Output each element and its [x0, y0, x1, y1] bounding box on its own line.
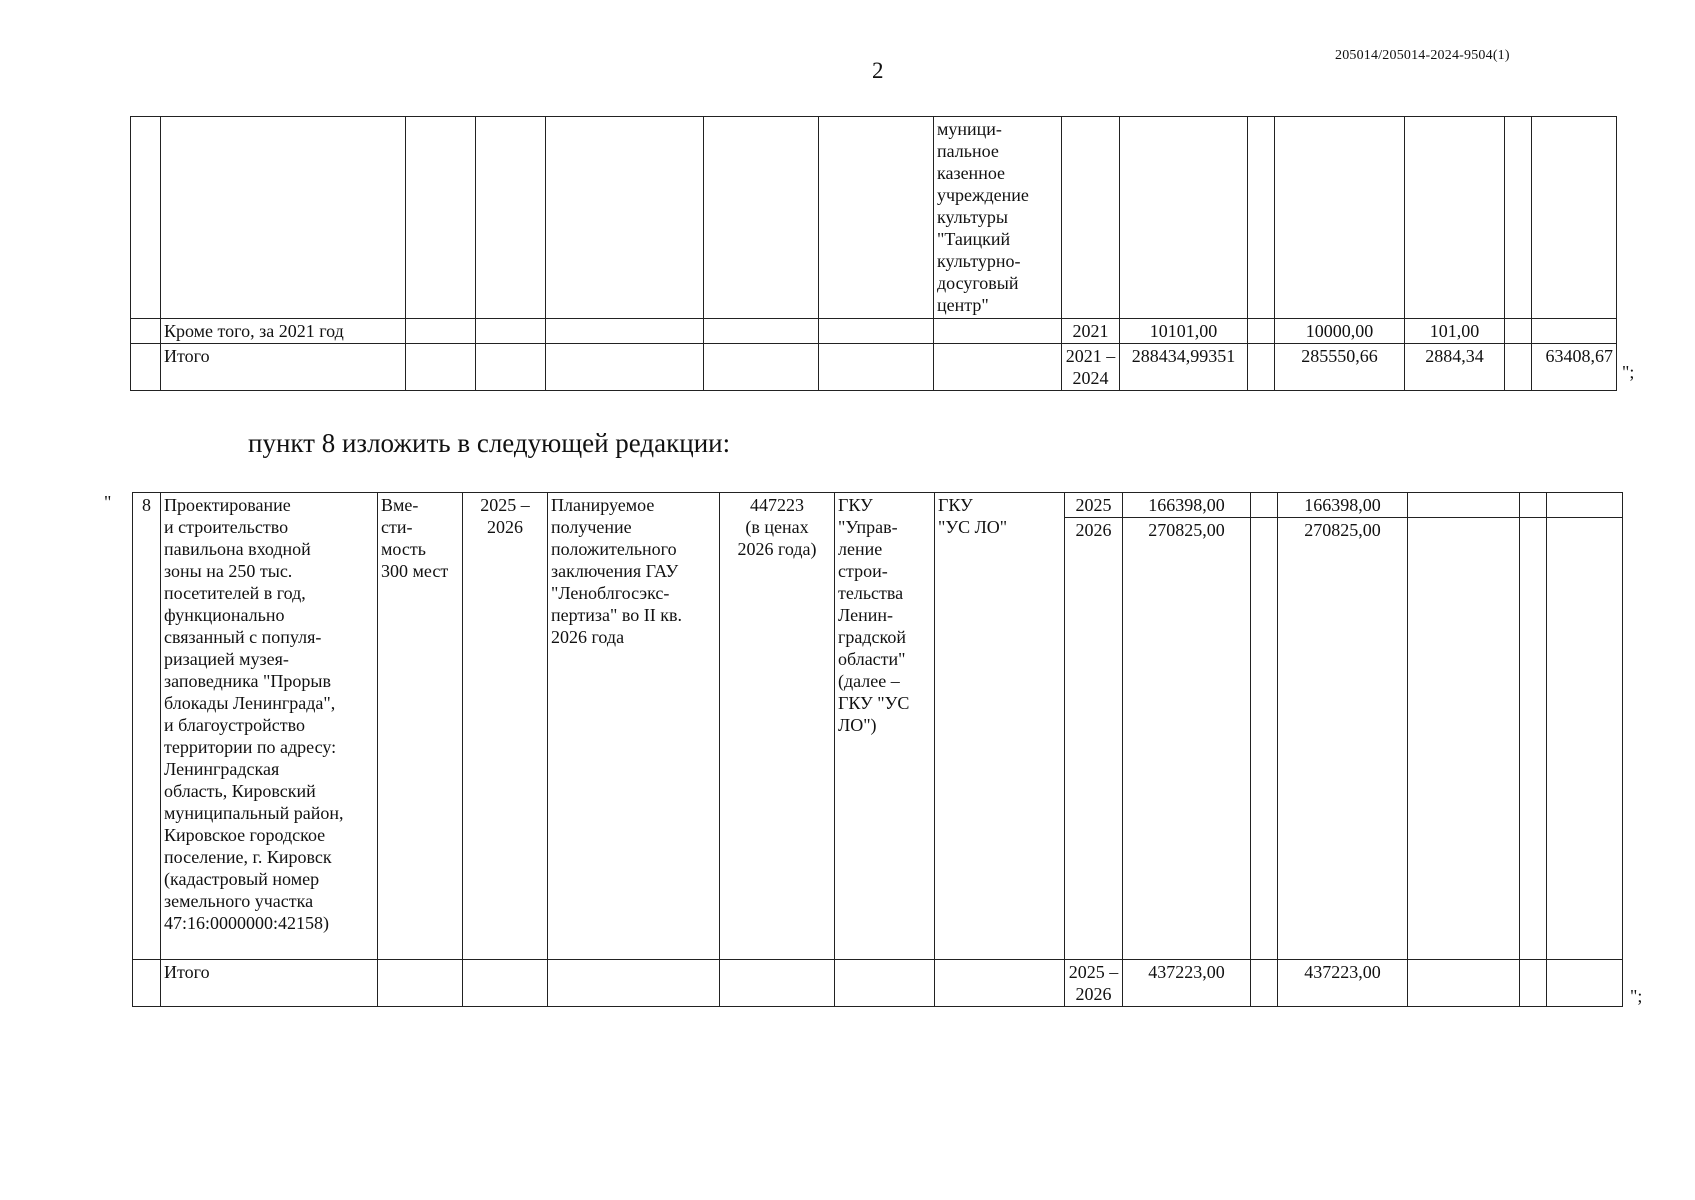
year-cell: 2025 – 2026 — [1065, 960, 1123, 1007]
cell — [1520, 518, 1547, 960]
cell — [1062, 117, 1120, 319]
cell — [1251, 518, 1278, 960]
cell — [378, 960, 463, 1007]
cell — [476, 117, 546, 319]
cell — [1505, 344, 1532, 391]
cell — [1520, 493, 1547, 518]
opening-quote-mark: " — [104, 492, 112, 512]
cell — [704, 344, 819, 391]
year-cell: 2021 — [1062, 319, 1120, 344]
cell — [1408, 493, 1520, 518]
cell — [476, 344, 546, 391]
instruction-text: пункт 8 изложить в следующей редакции: — [248, 428, 731, 458]
cell — [819, 344, 934, 391]
amount-cell: 437223,00 — [1278, 960, 1408, 1007]
cell — [133, 960, 161, 1007]
capacity-cell: Вме- сти- мость 300 мест — [378, 493, 463, 960]
total-cell: 437223,00 — [1123, 960, 1251, 1007]
table-row — [131, 117, 1617, 319]
year-cell: 2026 — [1065, 518, 1123, 960]
cell — [546, 117, 704, 319]
cell — [935, 960, 1065, 1007]
table-continuation — [130, 116, 1617, 391]
amount-cell: 285550,66 — [1275, 344, 1405, 391]
cell — [1408, 518, 1520, 960]
cell — [1120, 117, 1248, 319]
cell — [1248, 117, 1275, 319]
document-code: 205014/205014-2024-9504(1) — [1335, 48, 1510, 63]
cell — [1505, 117, 1532, 319]
table-row — [133, 960, 1623, 1007]
cell — [1248, 344, 1275, 391]
closing-quote-mark: "; — [1630, 986, 1643, 1006]
cell — [1520, 960, 1547, 1007]
cell — [131, 319, 161, 344]
cell — [819, 319, 934, 344]
row-label: Итого — [161, 960, 378, 1007]
cell — [1408, 960, 1520, 1007]
period-cell: 2025 – 2026 — [463, 493, 548, 960]
cell — [161, 117, 406, 319]
table-row — [131, 344, 1617, 391]
cell — [131, 344, 161, 391]
expertise-cell: Планируемое получение положительного заключения ГАУ "Леноблгосэкс- пертиза" во II кв. 2026 года — [548, 493, 720, 960]
cell — [548, 960, 720, 1007]
cell — [406, 117, 476, 319]
cost-cell: 447223 (в ценах 2026 года) — [720, 493, 835, 960]
cell — [406, 319, 476, 344]
cell — [1532, 117, 1617, 319]
cell — [704, 319, 819, 344]
year-cell: 2021 – 2024 — [1062, 344, 1120, 391]
total-cell: 166398,00 — [1123, 493, 1251, 518]
cell — [1547, 518, 1623, 960]
row-label: Итого — [161, 344, 406, 391]
cell — [704, 117, 819, 319]
year-cell: 2025 — [1065, 493, 1123, 518]
total-cell: 288434,99351 — [1120, 344, 1248, 391]
cell — [131, 117, 161, 319]
total-cell: 270825,00 — [1123, 518, 1251, 960]
cell — [1251, 960, 1278, 1007]
amount-cell: 10000,00 — [1275, 319, 1405, 344]
cell — [1405, 117, 1505, 319]
recipient-cell: ГКУ "УС ЛО" — [935, 493, 1065, 960]
customer-cell: ГКУ "Управ- ление строи- тельства Ленин- градской области" (далее – ГКУ "УС ЛО") — [835, 493, 935, 960]
item-number: 8 — [133, 493, 161, 960]
cell — [1251, 493, 1278, 518]
cell — [1547, 493, 1623, 518]
amount-cell: 270825,00 — [1278, 518, 1408, 960]
amount-cell: 2884,34 — [1405, 344, 1505, 391]
cell — [546, 344, 704, 391]
table-row — [131, 319, 1617, 344]
cell — [476, 319, 546, 344]
cell — [463, 960, 548, 1007]
amount-cell: 63408,67 — [1532, 344, 1617, 391]
organization-cell: муници- пальное казенное учреждение культуры "Таицкий культурно- досуговый центр" — [934, 117, 1062, 319]
cell — [546, 319, 704, 344]
table-item-8 — [132, 492, 1623, 1007]
closing-quote-mark: "; — [1622, 362, 1635, 382]
object-name: Проектирование и строительство павильона входной зоны на 250 тыс. посетителей в год, функционально связанный с популя- ризацией музея- заповедника "Прорыв блокады Ленинграда", и благоустройство территории по адресу: Ленинградская область, Кировский муниципальный район, Кировское городское поселение, г. Кировск (кадастровый номер земельного участка 47:16:0000000:42158) — [161, 493, 378, 960]
cell — [720, 960, 835, 1007]
cell — [934, 319, 1062, 344]
amount-cell: 101,00 — [1405, 319, 1505, 344]
cell — [1505, 319, 1532, 344]
amount-cell: 166398,00 — [1278, 493, 1408, 518]
table-row — [133, 493, 1623, 518]
cell — [1248, 319, 1275, 344]
row-label: Кроме того, за 2021 год — [161, 319, 406, 344]
page-number: 2 — [872, 58, 884, 83]
cell — [1547, 960, 1623, 1007]
total-cell: 10101,00 — [1120, 319, 1248, 344]
cell — [819, 117, 934, 319]
cell — [1275, 117, 1405, 319]
cell — [406, 344, 476, 391]
cell — [835, 960, 935, 1007]
cell — [934, 344, 1062, 391]
amount-cell — [1532, 319, 1617, 344]
